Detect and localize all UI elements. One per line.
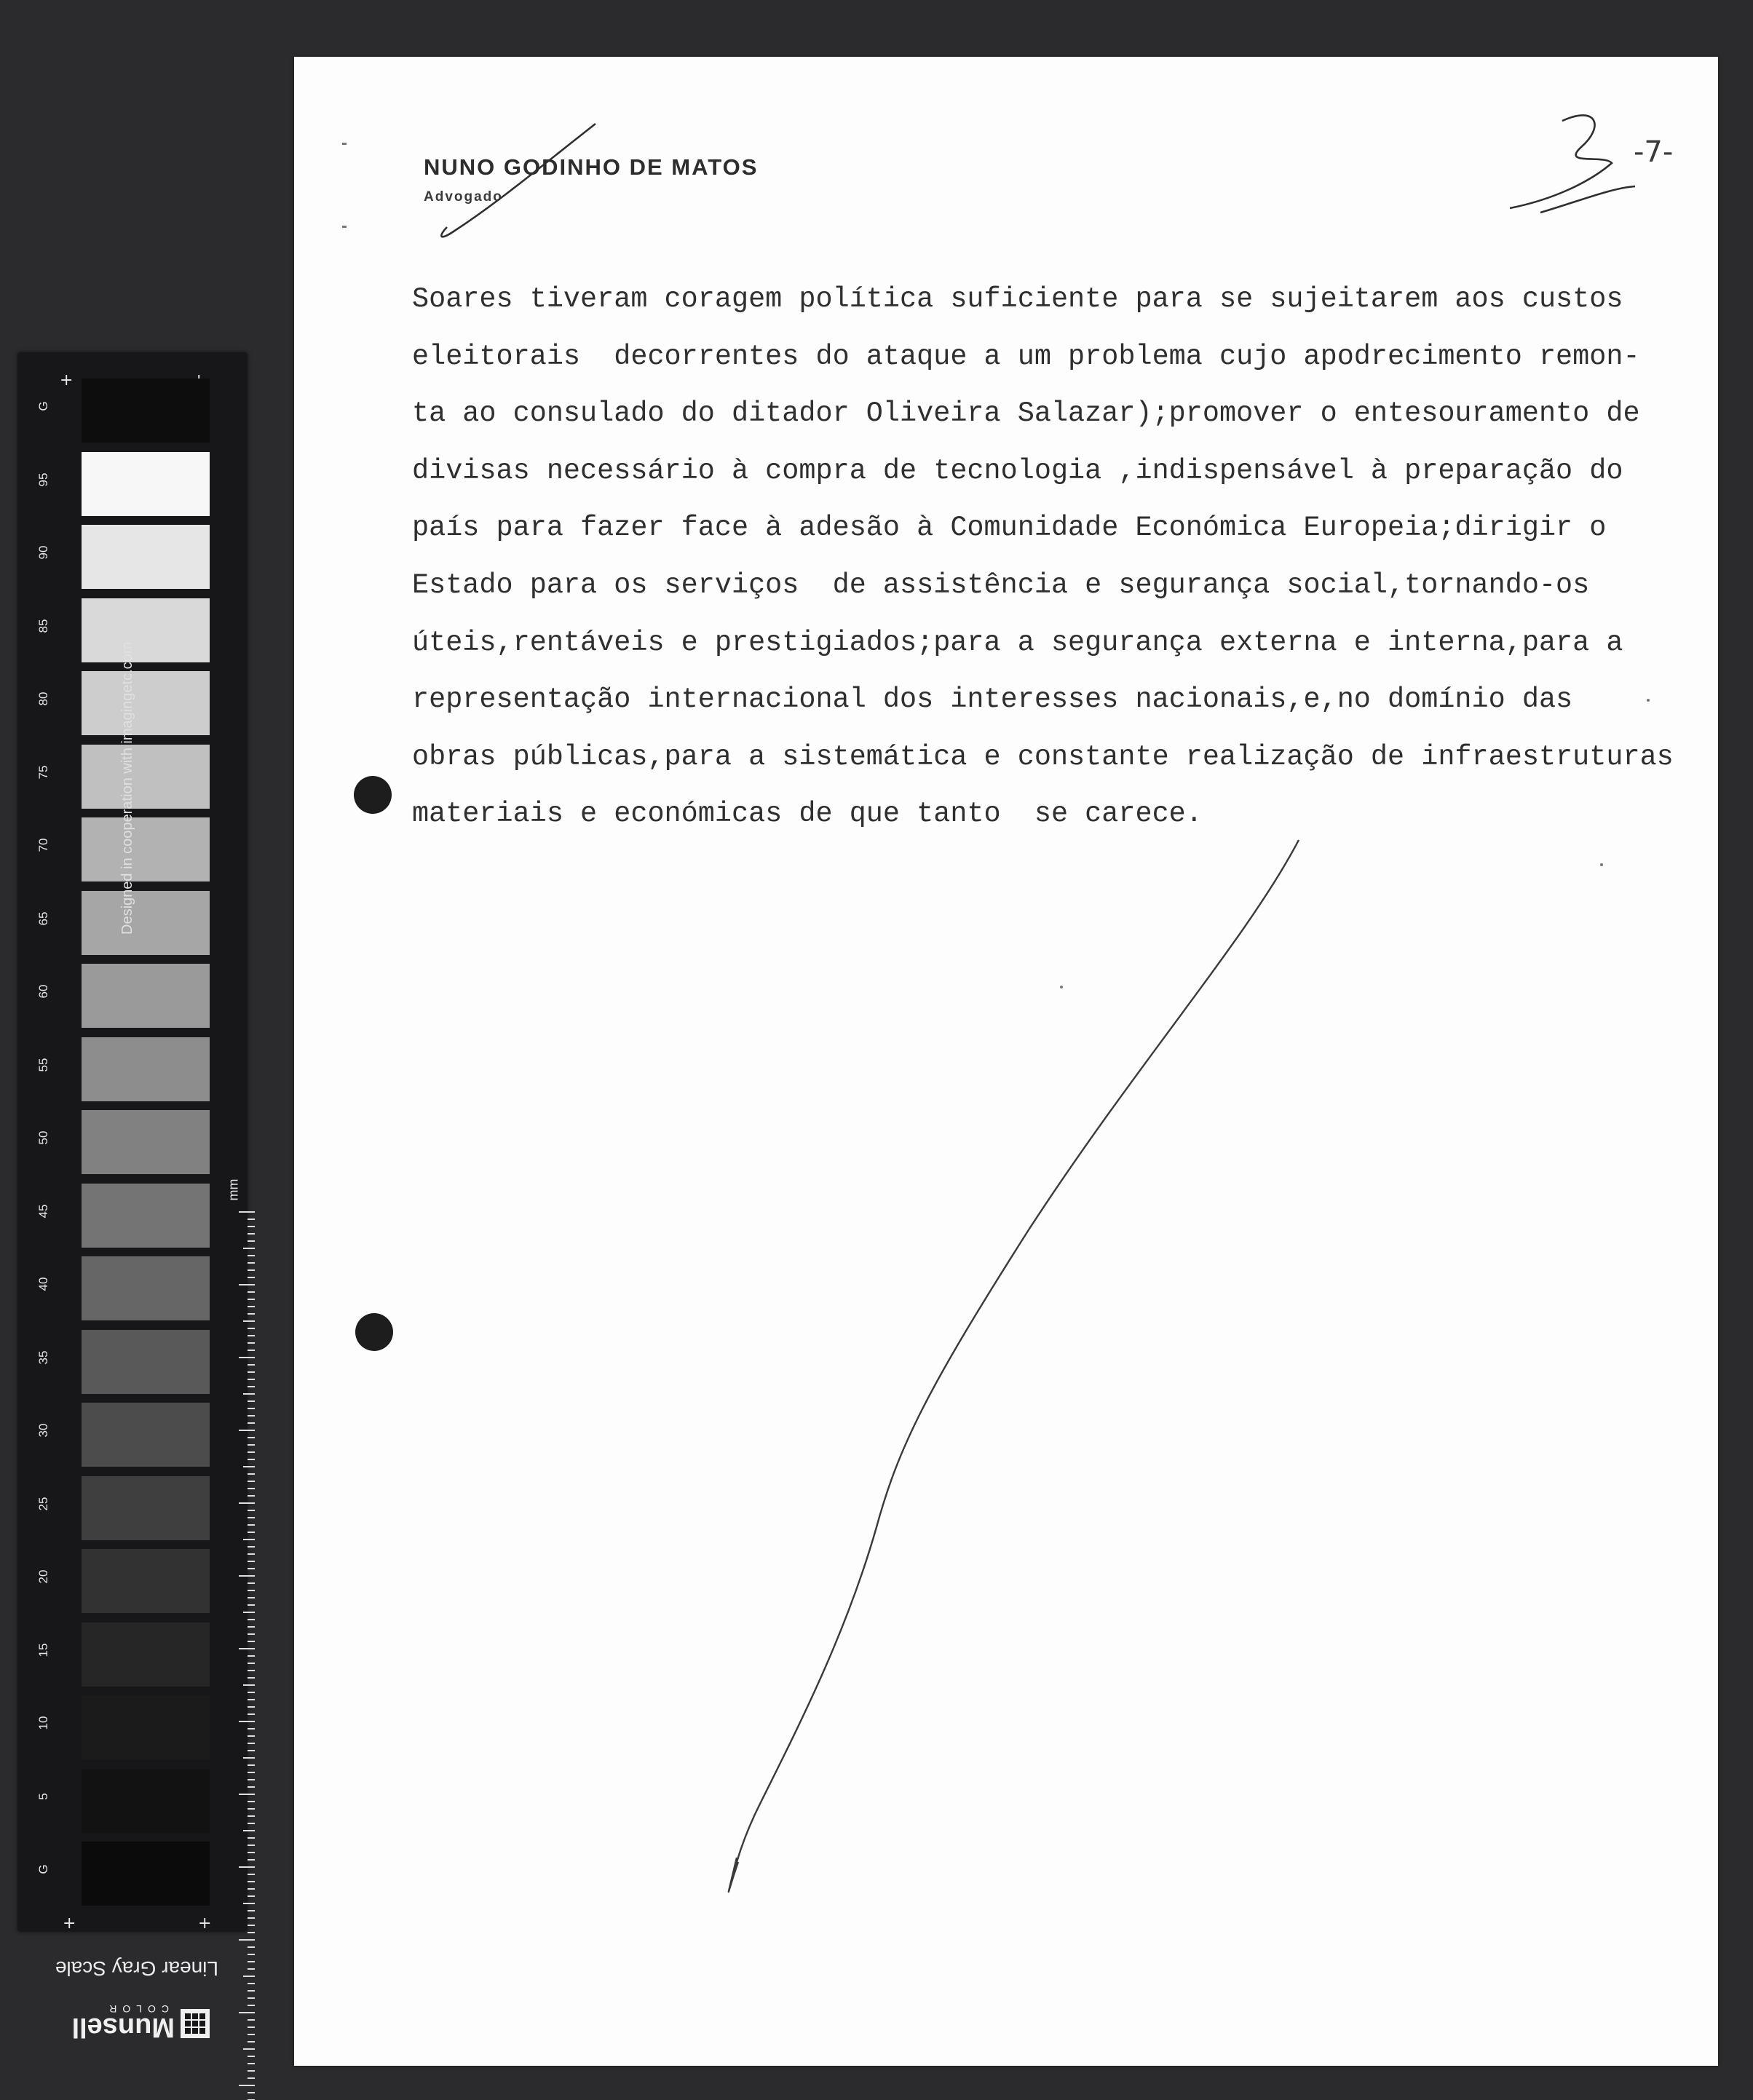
swatch-label: 45 [36, 1204, 50, 1218]
gray-swatch [82, 525, 210, 589]
ruler-tick [239, 1430, 255, 1431]
speck [1600, 863, 1603, 866]
swatch-label: 50 [36, 1130, 50, 1145]
ruler-tick [248, 1692, 255, 1693]
gray-swatch [82, 598, 210, 662]
ruler-tick [248, 1786, 255, 1788]
swatch-row [36, 1691, 202, 1764]
ruler-tick [248, 1371, 255, 1373]
scale-name: Linear Gray Scale [55, 1957, 218, 1980]
swatch-label: 65 [36, 911, 50, 925]
ruler-tick [248, 1561, 255, 1562]
ruler-tick [248, 2019, 255, 2021]
ruler-tick [248, 1801, 255, 1802]
ruler-tick [248, 1451, 255, 1453]
ruler-tick [248, 1262, 255, 1264]
gray-swatch [82, 379, 210, 443]
ruler-tick [239, 1648, 255, 1649]
ruler-tick [243, 2048, 255, 2050]
ruler-tick [248, 1713, 255, 1715]
gray-swatch [82, 671, 210, 735]
swatch-label: 10 [36, 1716, 50, 1730]
speck [342, 226, 347, 228]
ruler-tick [248, 1604, 255, 1606]
ruler-tick [248, 1968, 255, 1970]
punch-hole [355, 1313, 393, 1351]
swatch-row [36, 1106, 202, 1179]
swatch-row [36, 374, 202, 448]
ruler-tick [248, 1626, 255, 1628]
ruler-tick [248, 1815, 255, 1817]
gray-swatch [82, 1476, 210, 1540]
ruler-tick [248, 1706, 255, 1708]
ruler-tick [248, 1735, 255, 1737]
ruler-tick [239, 1357, 255, 1358]
ruler-tick [248, 2026, 255, 2028]
ruler-tick [248, 1291, 255, 1293]
registration-plus-mark: + [63, 1914, 76, 1933]
ruler-tick [248, 1772, 255, 1773]
ruler-tick [248, 1670, 255, 1671]
swatch-row [36, 1326, 202, 1399]
document-page [294, 57, 1718, 2066]
swatch-label: 75 [36, 765, 50, 779]
swatch-row [36, 1545, 202, 1618]
body-line: representação internacional dos interesses nacionais,e,no domínio das [412, 684, 1573, 716]
body-line: eleitorais decorrentes do ataque a um problema cujo apodrecimento remon- [412, 340, 1640, 373]
ruler-tick [248, 2070, 255, 2072]
swatch-row [36, 959, 202, 1033]
ruler-tick [248, 2041, 255, 2042]
ruler-tick [248, 1633, 255, 1635]
body-line: ta ao consulado do ditador Oliveira Salazar);promover o entesouramento de [412, 397, 1640, 430]
ruler-tick [248, 1619, 255, 1620]
ruler-tick [248, 1917, 255, 1919]
ruler-tick [248, 1379, 255, 1380]
swatch-label: 70 [36, 838, 50, 852]
ruler-tick [248, 1808, 255, 1810]
gray-swatch [82, 817, 210, 881]
ruler-tick [248, 1764, 255, 1766]
ruler-tick [248, 1299, 255, 1300]
ruler-tick [248, 1859, 255, 1861]
ruler-tick [248, 1954, 255, 1955]
ruler-tick [248, 1553, 255, 1555]
gray-swatch [82, 1769, 210, 1833]
ruler-tick [248, 1422, 255, 1424]
gray-swatch [82, 1842, 210, 1906]
body-line: Estado para os serviços de assistência e segurança social,tornando-os [412, 568, 1590, 601]
ruler-tick [239, 1211, 255, 1213]
brand-subtitle: COLOR [103, 2003, 169, 2015]
swatch-row [36, 1252, 202, 1326]
swatch-label: 15 [36, 1643, 50, 1657]
ruler-tick [248, 1546, 255, 1548]
ruler-tick [243, 1830, 255, 1831]
ruler-unit-label: mm [226, 1178, 241, 1201]
ruler-tick [248, 2092, 255, 2093]
ruler-tick [248, 1728, 255, 1729]
ruler-tick [248, 1386, 255, 1387]
ruler-tick [248, 1852, 255, 1853]
ruler-tick [243, 1757, 255, 1759]
speck [1060, 986, 1063, 988]
ruler-tick [248, 1473, 255, 1475]
ruler-tick [248, 1444, 255, 1446]
swatch-label: 5 [36, 1792, 50, 1800]
mm-ruler [237, 1211, 255, 2100]
gray-swatch [82, 745, 210, 809]
swatch-row [36, 1837, 202, 1911]
registration-plus-mark: + [198, 1914, 212, 1933]
ruler-tick [248, 1524, 255, 1526]
gray-swatch [82, 891, 210, 955]
swatch-label: 95 [36, 472, 50, 486]
ruler-tick [248, 1597, 255, 1598]
speck [342, 143, 347, 145]
body-line: obras públicas,para a sistemática e constante realização de infraestruturas [412, 740, 1674, 773]
ruler-tick [248, 1400, 255, 1402]
ruler-tick [248, 1510, 255, 1511]
ruler-tick [248, 1895, 255, 1897]
ruler-tick [239, 2012, 255, 2013]
ruler-tick [243, 1320, 255, 1322]
gray-swatch [82, 1622, 210, 1687]
ruler-tick [248, 1437, 255, 1438]
ruler-tick [248, 1823, 255, 1824]
ruler-tick [239, 1284, 255, 1285]
gray-swatch [82, 1037, 210, 1101]
ruler-tick [248, 1335, 255, 1336]
ruler-tick [248, 1313, 255, 1315]
brand-name: Munsell [71, 2012, 175, 2042]
ruler-tick [248, 1342, 255, 1344]
swatch-label: 35 [36, 1350, 50, 1364]
ruler-tick [248, 1306, 255, 1307]
pencil-initial [1510, 115, 1635, 213]
ruler-tick [248, 1983, 255, 1984]
ruler-tick [248, 1881, 255, 1882]
gray-swatch [82, 1549, 210, 1613]
gray-swatch [82, 964, 210, 1028]
registration-plus-mark: + [60, 371, 74, 389]
swatch-label: 40 [36, 1277, 50, 1291]
swatch-row [36, 1033, 202, 1106]
ruler-tick [248, 2077, 255, 2079]
ruler-tick [239, 1721, 255, 1722]
ruler-tick [248, 1328, 255, 1329]
ruler-tick [248, 1350, 255, 1351]
ruler-tick [248, 1663, 255, 1664]
ruler-tick [243, 1903, 255, 1904]
page-number: -7- [1634, 135, 1674, 169]
swatch-row [36, 1398, 202, 1472]
swatch-label: 80 [36, 692, 50, 706]
ruler-tick [248, 1677, 255, 1679]
body-line: materiais e económicas de que tanto se carece. [412, 798, 1203, 831]
munsell-logo [64, 1994, 217, 2053]
ruler-tick [248, 1495, 255, 1497]
body-text [412, 271, 1722, 843]
ruler-tick [248, 1845, 255, 1846]
ruler-tick [239, 1794, 255, 1795]
ruler-tick [248, 1240, 255, 1242]
gray-swatch [82, 1403, 210, 1467]
ruler-tick [248, 1582, 255, 1584]
ruler-tick [248, 2056, 255, 2057]
ruler-tick [248, 1568, 255, 1569]
gray-swatch [82, 1110, 210, 1174]
ruler-tick [248, 1219, 255, 1220]
ruler-tick [248, 1408, 255, 1409]
ruler-tick [248, 2005, 255, 2006]
swatch-label: 20 [36, 1569, 50, 1584]
ruler-tick [248, 1925, 255, 1926]
body-line: úteis,rentáveis e prestigiados;para a segurança externa e interna,para a [412, 626, 1623, 659]
ruler-tick [248, 2034, 255, 2035]
ruler-tick [243, 1612, 255, 1613]
ruler-tick [248, 1415, 255, 1416]
body-line: divisas necessário à compra de tecnologia ,indispensável à preparação do [412, 454, 1623, 487]
swatch-label: 60 [36, 984, 50, 999]
ruler-tick [239, 1575, 255, 1577]
gray-scale-card [17, 352, 248, 1932]
ruler-tick [248, 1532, 255, 1533]
swatch-label: 55 [36, 1058, 50, 1071]
swatch-label: 90 [36, 545, 50, 560]
ruler-tick [248, 1226, 255, 1227]
ruler-tick [248, 1277, 255, 1278]
ruler-tick [248, 1255, 255, 1256]
ruler-tick [243, 1976, 255, 1977]
ruler-tick [248, 1517, 255, 1518]
swatch-row [36, 1618, 202, 1692]
swatch-label: G [36, 401, 50, 411]
ruler-tick [248, 1961, 255, 1962]
cancel-stroke [729, 840, 1299, 1892]
ruler-tick [248, 2063, 255, 2064]
gray-swatch [82, 452, 210, 516]
swatch-label: G [36, 1864, 50, 1874]
ruler-tick [248, 1699, 255, 1700]
ruler-tick [248, 1990, 255, 1992]
ruler-tick [248, 1233, 255, 1235]
ruler-tick [239, 1939, 255, 1941]
ruler-tick [248, 1590, 255, 1591]
ruler-tick [248, 1946, 255, 1948]
ruler-tick [248, 1837, 255, 1839]
ruler-tick [243, 1684, 255, 1686]
ruler-tick [248, 1641, 255, 1642]
ruler-tick [243, 1393, 255, 1395]
gray-swatch [82, 1256, 210, 1320]
letterhead-role: Advogado [424, 189, 503, 205]
ruler-tick [248, 1888, 255, 1890]
letterhead-name: NUNO GODINHO DE MATOS [424, 154, 759, 180]
swatch-row [36, 1764, 202, 1838]
swatch-row [36, 1179, 202, 1253]
ruler-tick [248, 1997, 255, 1999]
ruler-tick [248, 1488, 255, 1489]
munsell-grid-icon [181, 2009, 210, 2038]
ruler-tick [248, 1932, 255, 1933]
ruler-tick [248, 1743, 255, 1744]
swatch-label: 85 [36, 619, 50, 633]
ruler-tick [248, 1910, 255, 1911]
ruler-tick [243, 1539, 255, 1540]
ruler-tick [248, 1364, 255, 1366]
ruler-tick [248, 1655, 255, 1657]
swatch-label: 25 [36, 1497, 50, 1510]
ruler-tick [248, 1269, 255, 1271]
gray-swatch [82, 1184, 210, 1248]
ruler-tick [248, 1481, 255, 1482]
gray-swatch [82, 1330, 210, 1394]
swatch-row [36, 1472, 202, 1545]
ruler-tick [239, 1502, 255, 1504]
swatch-label: 30 [36, 1423, 50, 1438]
ruler-tick [248, 1750, 255, 1751]
gray-swatch [82, 1695, 210, 1759]
body-line: Soares tiveram coragem política suficiente para se sujeitarem aos custos [412, 283, 1623, 315]
ruler-tick [248, 1459, 255, 1460]
ruler-tick [248, 1779, 255, 1780]
ruler-tick [248, 1874, 255, 1875]
punch-hole [354, 776, 392, 814]
ruler-tick [243, 1248, 255, 1249]
ruler-tick [239, 2085, 255, 2086]
ruler-tick [243, 1466, 255, 1467]
body-line: país para fazer face à adesão à Comunidade Económica Europeia;dirigir o [412, 512, 1607, 544]
swatch-row [36, 448, 202, 521]
scale-credit: Designed in cooperation with imagingetc.com [119, 641, 135, 935]
ruler-tick [239, 1866, 255, 1868]
